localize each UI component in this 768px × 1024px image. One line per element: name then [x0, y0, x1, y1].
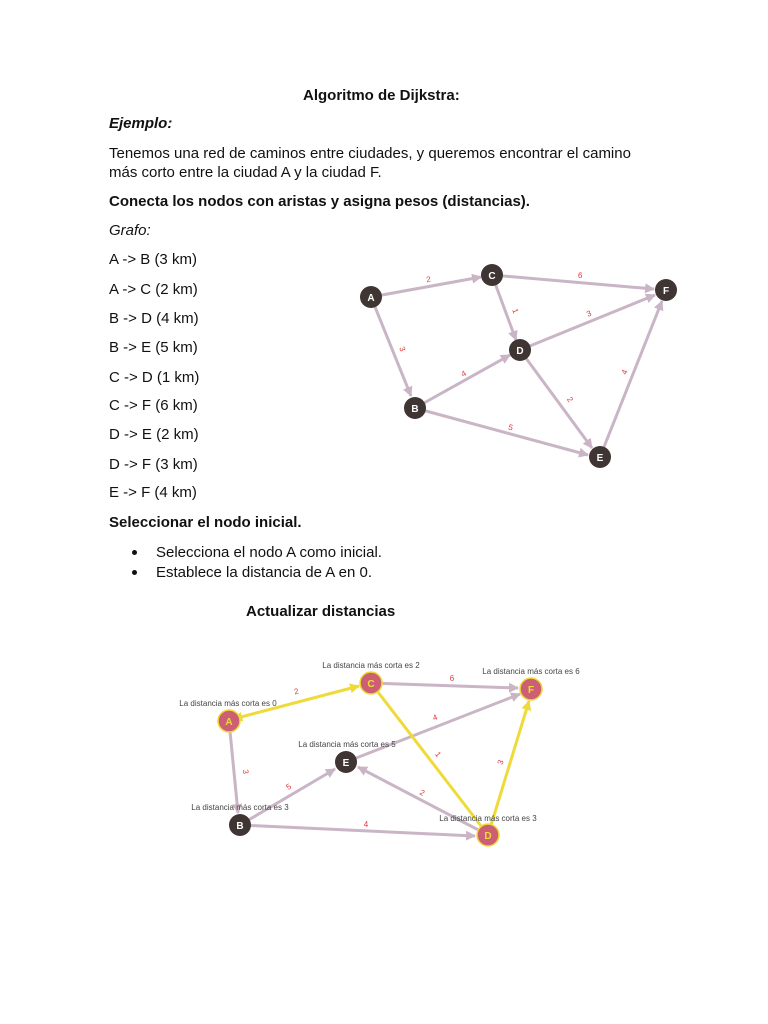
bullet-item: Establece la distancia de A en 0.: [156, 564, 372, 581]
edge-b-e: [240, 769, 335, 825]
edge-list-item: E -> F (4 km): [109, 484, 197, 501]
shortest-distance-annotation-d: La distancia más corta es 3: [439, 814, 537, 823]
edge-weight-label: 1: [433, 749, 443, 759]
bullet-item: Selecciona el nodo A como inicial.: [156, 544, 382, 561]
edge-weight-label: 3: [585, 308, 593, 319]
edge-weight-label: 4: [619, 368, 630, 376]
edge-weight-label: 2: [293, 686, 300, 697]
intro-line-1: Tenemos una red de caminos entre ciudades, y queremos encontrar el camino: [109, 145, 631, 162]
edge-c-f: [371, 683, 518, 688]
node-label: A: [367, 293, 375, 304]
node-label: F: [662, 286, 670, 297]
intro-line-2: más corto entre la ciudad A y la ciudad F.: [109, 164, 382, 181]
update-heading: Actualizar distancias: [246, 603, 396, 620]
shortest-distance-annotation-a: La distancia más corta es 0: [179, 699, 277, 708]
shortest-distance-annotation-c: La distancia más corta es 2: [322, 661, 420, 670]
edge-weight-label: 2: [418, 787, 427, 798]
example-label: Ejemplo:: [109, 115, 173, 132]
edge-e-f: [346, 694, 520, 762]
edge-weight-label: 2: [425, 274, 432, 285]
shortest-distance-annotation-e: La distancia más corta es 5: [298, 740, 396, 749]
edge-weight-label: 3: [495, 758, 506, 766]
node-label: F: [527, 685, 535, 696]
edge-weight-label: 1: [510, 307, 521, 315]
edge-weight-label: 4: [459, 368, 468, 379]
select-heading: Seleccionar el nodo inicial.: [109, 514, 302, 531]
node-label: D: [516, 346, 524, 357]
edge-list-item: C -> F (6 km): [109, 397, 198, 414]
edge-weight-label: 4: [431, 712, 439, 723]
edge-list-item: A -> C (2 km): [109, 281, 198, 298]
page-title: Algoritmo de Dijkstra:: [303, 87, 460, 104]
edge-weight-label: 2: [565, 395, 575, 404]
node-label: B: [411, 404, 419, 415]
edge-weight-label: 4: [363, 820, 369, 829]
node-label: E: [596, 453, 604, 464]
edge-a-b: [229, 721, 238, 813]
edge-weight-label: 5: [507, 422, 514, 433]
node-label: B: [236, 821, 244, 832]
edge-b-d: [240, 825, 475, 836]
edge-weight-label: 3: [240, 769, 251, 775]
edge-d-e: [358, 767, 488, 835]
edge-weight-label: 6: [449, 674, 455, 683]
edge-list-item: D -> F (3 km): [109, 456, 198, 473]
node-label: C: [488, 271, 496, 282]
node-label: D: [484, 831, 492, 842]
node-label: C: [367, 679, 375, 690]
edge-weight-label: 6: [577, 270, 583, 281]
shortest-distance-annotation-f: La distancia más corta es 6: [482, 667, 580, 676]
connect-heading: Conecta los nodos con aristas y asigna pesos (distancias).: [109, 193, 530, 210]
edge-list-item: B -> E (5 km): [109, 339, 198, 356]
edge-weight-label: 5: [284, 781, 293, 792]
edge-list-item: A -> B (3 km): [109, 251, 197, 268]
edge-weight-label: 3: [397, 345, 408, 353]
node-label: E: [342, 758, 350, 769]
graph-label: Grafo:: [109, 222, 151, 239]
node-label: A: [225, 717, 233, 728]
edge-list-item: C -> D (1 km): [109, 369, 200, 386]
edge-list-item: B -> D (4 km): [109, 310, 199, 327]
edge-list-item: D -> E (2 km): [109, 426, 199, 443]
edge-c-d-highlighted: [371, 683, 488, 835]
shortest-distance-annotation-b: La distancia más corta es 3: [191, 803, 289, 812]
